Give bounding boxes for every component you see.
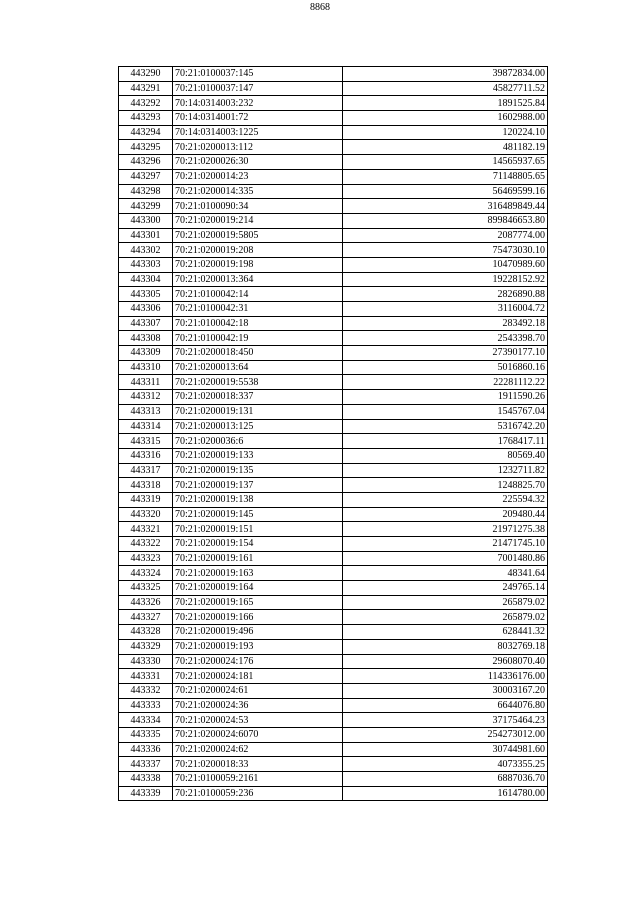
row-number: 443313 xyxy=(119,404,173,419)
cadastral-value: 7001480.86 xyxy=(343,551,548,566)
row-number: 443295 xyxy=(119,140,173,155)
cadastral-value: 37175464.23 xyxy=(343,713,548,728)
cadastral-value: 1248825.70 xyxy=(343,478,548,493)
table-row xyxy=(119,257,548,272)
table-row xyxy=(119,390,548,405)
table-row xyxy=(119,639,548,654)
cadastral-number: 70:21:0200013:364 xyxy=(173,272,343,287)
row-number: 443308 xyxy=(119,331,173,346)
cadastral-value: 481182.19 xyxy=(343,140,548,155)
cadastral-number: 70:21:0200019:135 xyxy=(173,463,343,478)
row-number: 443338 xyxy=(119,772,173,787)
table-row xyxy=(119,595,548,610)
table-row xyxy=(119,492,548,507)
cadastral-number: 70:21:0200019:496 xyxy=(173,625,343,640)
cadastral-value: 5316742.20 xyxy=(343,419,548,434)
table-row xyxy=(119,757,548,772)
cadastral-number: 70:21:0200019:131 xyxy=(173,404,343,419)
row-number: 443335 xyxy=(119,727,173,742)
cadastral-number: 70:21:0200019:5538 xyxy=(173,375,343,390)
row-number: 443315 xyxy=(119,434,173,449)
cadastral-value: 39872834.00 xyxy=(343,67,548,82)
cadastral-value: 120224.10 xyxy=(343,125,548,140)
row-number: 443323 xyxy=(119,551,173,566)
cadastral-number: 70:21:0200024:36 xyxy=(173,698,343,713)
cadastral-value: 2087774.00 xyxy=(343,228,548,243)
row-number: 443301 xyxy=(119,228,173,243)
table-row xyxy=(119,727,548,742)
row-number: 443330 xyxy=(119,654,173,669)
table-row xyxy=(119,272,548,287)
row-number: 443331 xyxy=(119,669,173,684)
cadastral-value: 5016860.16 xyxy=(343,360,548,375)
row-number: 443316 xyxy=(119,448,173,463)
cadastral-number: 70:21:0200018:337 xyxy=(173,390,343,405)
cadastral-number: 70:21:0200019:214 xyxy=(173,213,343,228)
cadastral-number: 70:21:0200019:165 xyxy=(173,595,343,610)
row-number: 443302 xyxy=(119,243,173,258)
table-row xyxy=(119,610,548,625)
cadastral-number: 70:14:0314003:1225 xyxy=(173,125,343,140)
cadastral-number: 70:21:0100059:2161 xyxy=(173,772,343,787)
cadastral-value: 2826890.88 xyxy=(343,287,548,302)
cadastral-value: 316489849.44 xyxy=(343,199,548,214)
cadastral-value: 6887036.70 xyxy=(343,772,548,787)
table-row xyxy=(119,375,548,390)
cadastral-number: 70:21:0200019:163 xyxy=(173,566,343,581)
cadastral-number: 70:21:0200024:61 xyxy=(173,683,343,698)
cadastral-value: 21971275.38 xyxy=(343,522,548,537)
cadastral-value: 3116004.72 xyxy=(343,302,548,317)
row-number: 443311 xyxy=(119,375,173,390)
table-row xyxy=(119,419,548,434)
row-number: 443327 xyxy=(119,610,173,625)
cadastral-value: 45827711.52 xyxy=(343,81,548,96)
cadastral-value: 8032769.18 xyxy=(343,639,548,654)
table-row xyxy=(119,537,548,552)
registry-table xyxy=(118,66,548,801)
cadastral-number: 70:21:0200019:145 xyxy=(173,507,343,522)
cadastral-number: 70:21:0200018:33 xyxy=(173,757,343,772)
cadastral-number: 70:21:0200024:53 xyxy=(173,713,343,728)
table-row xyxy=(119,448,548,463)
table-row xyxy=(119,581,548,596)
cadastral-value: 265879.02 xyxy=(343,595,548,610)
cadastral-value: 1232711.82 xyxy=(343,463,548,478)
table-row xyxy=(119,683,548,698)
table-row xyxy=(119,551,548,566)
cadastral-value: 27390177.10 xyxy=(343,346,548,361)
cadastral-number: 70:21:0200019:5805 xyxy=(173,228,343,243)
cadastral-value: 4073355.25 xyxy=(343,757,548,772)
cadastral-number: 70:21:0200019:161 xyxy=(173,551,343,566)
cadastral-value: 2543398.70 xyxy=(343,331,548,346)
table-row xyxy=(119,463,548,478)
row-number: 443333 xyxy=(119,698,173,713)
table-row xyxy=(119,213,548,228)
cadastral-number: 70:21:0200019:138 xyxy=(173,492,343,507)
row-number: 443306 xyxy=(119,302,173,317)
cadastral-value: 48341.64 xyxy=(343,566,548,581)
table-row xyxy=(119,140,548,155)
cadastral-number: 70:21:0200013:112 xyxy=(173,140,343,155)
cadastral-number: 70:21:0200018:450 xyxy=(173,346,343,361)
cadastral-number: 70:21:0200019:151 xyxy=(173,522,343,537)
cadastral-value: 283492.18 xyxy=(343,316,548,331)
table-row xyxy=(119,125,548,140)
cadastral-number: 70:21:0100042:14 xyxy=(173,287,343,302)
row-number: 443336 xyxy=(119,742,173,757)
row-number: 443325 xyxy=(119,581,173,596)
cadastral-value: 1768417.11 xyxy=(343,434,548,449)
table-row xyxy=(119,111,548,126)
cadastral-number: 70:21:0200036:6 xyxy=(173,434,343,449)
table-row xyxy=(119,772,548,787)
row-number: 443290 xyxy=(119,67,173,82)
table-row xyxy=(119,169,548,184)
cadastral-value: 254273012.00 xyxy=(343,727,548,742)
table-row xyxy=(119,287,548,302)
row-number: 443334 xyxy=(119,713,173,728)
cadastral-value: 1614780.00 xyxy=(343,786,548,801)
cadastral-number: 70:21:0200019:166 xyxy=(173,610,343,625)
cadastral-number: 70:21:0200024:6070 xyxy=(173,727,343,742)
table-row xyxy=(119,654,548,669)
row-number: 443297 xyxy=(119,169,173,184)
cadastral-number: 70:21:0100037:145 xyxy=(173,67,343,82)
cadastral-number: 70:21:0200019:198 xyxy=(173,257,343,272)
cadastral-value: 1545767.04 xyxy=(343,404,548,419)
cadastral-value: 30744981.60 xyxy=(343,742,548,757)
row-number: 443339 xyxy=(119,786,173,801)
table-row xyxy=(119,566,548,581)
cadastral-number: 70:21:0200024:181 xyxy=(173,669,343,684)
table-row xyxy=(119,96,548,111)
table-row xyxy=(119,522,548,537)
row-number: 443292 xyxy=(119,96,173,111)
registry-table-body xyxy=(119,67,548,801)
row-number: 443321 xyxy=(119,522,173,537)
cadastral-value: 265879.02 xyxy=(343,610,548,625)
cadastral-number: 70:21:0200019:154 xyxy=(173,537,343,552)
cadastral-value: 249765.14 xyxy=(343,581,548,596)
table-row xyxy=(119,155,548,170)
table-row xyxy=(119,346,548,361)
cadastral-number: 70:21:0100042:31 xyxy=(173,302,343,317)
cadastral-value: 80569.40 xyxy=(343,448,548,463)
row-number: 443300 xyxy=(119,213,173,228)
row-number: 443305 xyxy=(119,287,173,302)
table-row xyxy=(119,228,548,243)
row-number: 443293 xyxy=(119,111,173,126)
row-number: 443310 xyxy=(119,360,173,375)
cadastral-number: 70:21:0100059:236 xyxy=(173,786,343,801)
cadastral-value: 899846653.80 xyxy=(343,213,548,228)
cadastral-value: 628441.32 xyxy=(343,625,548,640)
row-number: 443309 xyxy=(119,346,173,361)
table-row xyxy=(119,243,548,258)
table-row xyxy=(119,713,548,728)
cadastral-number: 70:21:0200013:64 xyxy=(173,360,343,375)
table-row xyxy=(119,302,548,317)
cadastral-value: 225594.32 xyxy=(343,492,548,507)
row-number: 443317 xyxy=(119,463,173,478)
cadastral-number: 70:21:0200026:30 xyxy=(173,155,343,170)
cadastral-value: 209480.44 xyxy=(343,507,548,522)
row-number: 443329 xyxy=(119,639,173,654)
table-row xyxy=(119,625,548,640)
row-number: 443294 xyxy=(119,125,173,140)
cadastral-number: 70:21:0200024:62 xyxy=(173,742,343,757)
row-number: 443298 xyxy=(119,184,173,199)
table-row xyxy=(119,478,548,493)
row-number: 443307 xyxy=(119,316,173,331)
table-row xyxy=(119,81,548,96)
cadastral-value: 29608070.40 xyxy=(343,654,548,669)
cadastral-value: 19228152.92 xyxy=(343,272,548,287)
cadastral-value: 6644076.80 xyxy=(343,698,548,713)
row-number: 443328 xyxy=(119,625,173,640)
table-row xyxy=(119,434,548,449)
cadastral-number: 70:21:0200014:335 xyxy=(173,184,343,199)
row-number: 443326 xyxy=(119,595,173,610)
table-row xyxy=(119,360,548,375)
cadastral-value: 114336176.00 xyxy=(343,669,548,684)
row-number: 443291 xyxy=(119,81,173,96)
table-row xyxy=(119,199,548,214)
row-number: 443337 xyxy=(119,757,173,772)
cadastral-value: 10470989.60 xyxy=(343,257,548,272)
row-number: 443320 xyxy=(119,507,173,522)
row-number: 443299 xyxy=(119,199,173,214)
row-number: 443312 xyxy=(119,390,173,405)
table-row xyxy=(119,698,548,713)
cadastral-number: 70:21:0200019:193 xyxy=(173,639,343,654)
row-number: 443303 xyxy=(119,257,173,272)
cadastral-number: 70:21:0100037:147 xyxy=(173,81,343,96)
table-row xyxy=(119,67,548,82)
row-number: 443318 xyxy=(119,478,173,493)
cadastral-number: 70:21:0200019:208 xyxy=(173,243,343,258)
table-row xyxy=(119,316,548,331)
row-number: 443296 xyxy=(119,155,173,170)
cadastral-value: 1911590.26 xyxy=(343,390,548,405)
row-number: 443324 xyxy=(119,566,173,581)
cadastral-value: 30003167.20 xyxy=(343,683,548,698)
cadastral-number: 70:21:0200019:164 xyxy=(173,581,343,596)
table-row xyxy=(119,786,548,801)
cadastral-value: 1891525.84 xyxy=(343,96,548,111)
row-number: 443314 xyxy=(119,419,173,434)
row-number: 443304 xyxy=(119,272,173,287)
cadastral-value: 22281112.22 xyxy=(343,375,548,390)
cadastral-value: 14565937.65 xyxy=(343,155,548,170)
row-number: 443332 xyxy=(119,683,173,698)
cadastral-number: 70:14:0314001:72 xyxy=(173,111,343,126)
cadastral-value: 56469599.16 xyxy=(343,184,548,199)
cadastral-value: 21471745.10 xyxy=(343,537,548,552)
page-number: 8868 xyxy=(310,2,330,13)
row-number: 443322 xyxy=(119,537,173,552)
cadastral-number: 70:21:0200013:125 xyxy=(173,419,343,434)
table-row xyxy=(119,742,548,757)
cadastral-number: 70:21:0200024:176 xyxy=(173,654,343,669)
table-row xyxy=(119,404,548,419)
table-row xyxy=(119,507,548,522)
cadastral-value: 1602988.00 xyxy=(343,111,548,126)
table-row xyxy=(119,331,548,346)
cadastral-number: 70:21:0100042:18 xyxy=(173,316,343,331)
cadastral-number: 70:21:0100090:34 xyxy=(173,199,343,214)
table-row xyxy=(119,184,548,199)
cadastral-number: 70:14:0314003:232 xyxy=(173,96,343,111)
cadastral-value: 71148805.65 xyxy=(343,169,548,184)
cadastral-number: 70:21:0200019:133 xyxy=(173,448,343,463)
cadastral-number: 70:21:0100042:19 xyxy=(173,331,343,346)
cadastral-value: 75473030.10 xyxy=(343,243,548,258)
table-row xyxy=(119,669,548,684)
cadastral-number: 70:21:0200019:137 xyxy=(173,478,343,493)
row-number: 443319 xyxy=(119,492,173,507)
cadastral-number: 70:21:0200014:23 xyxy=(173,169,343,184)
